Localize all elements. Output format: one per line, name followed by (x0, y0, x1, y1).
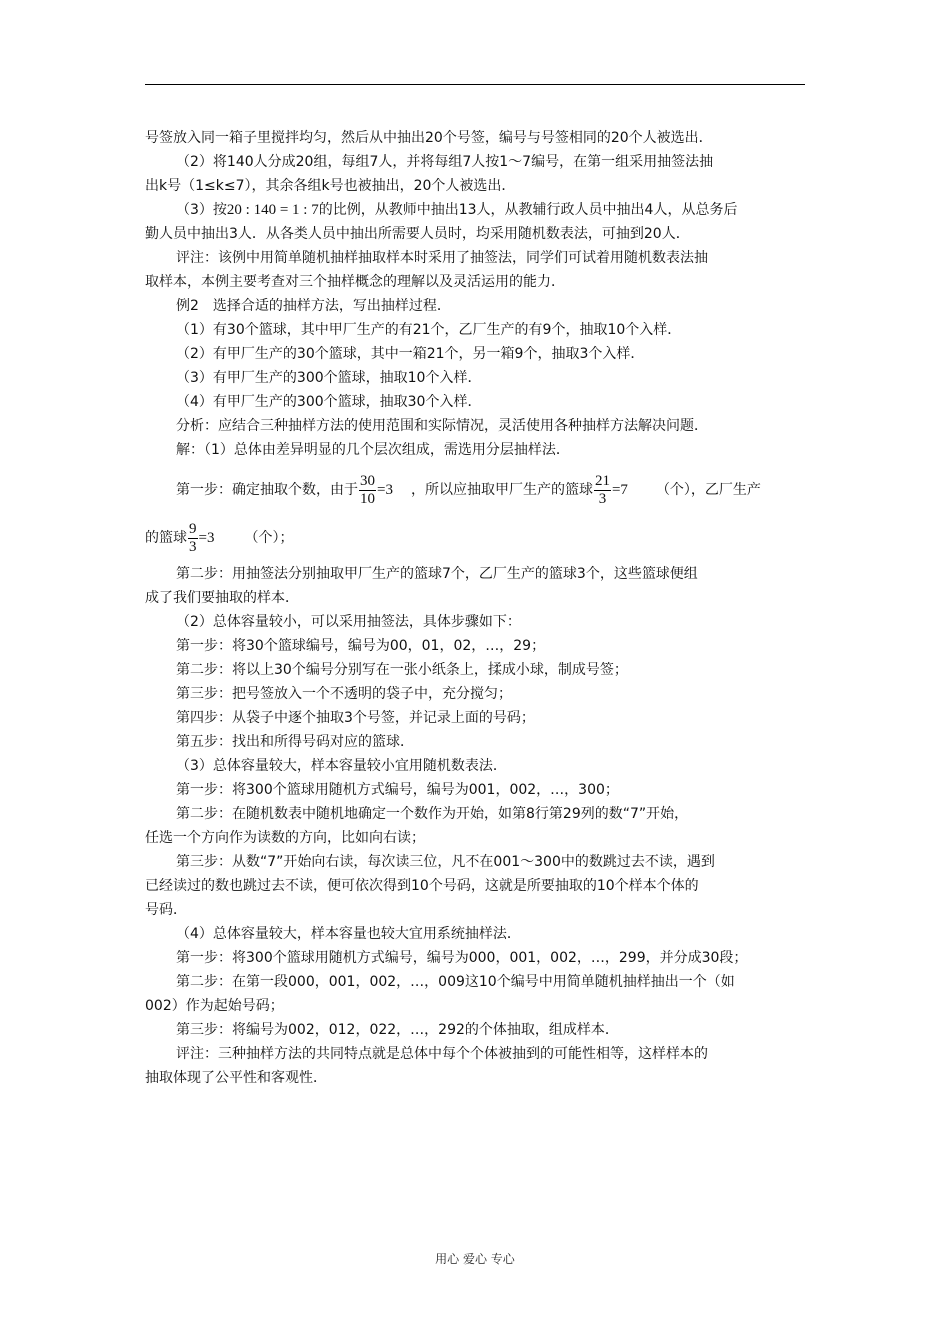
paragraph-line: 成了我们要抽取的样本． (145, 590, 299, 606)
paragraph-line: 出k号（1≤k≤7），其余各组k号也被抽出，20个人被选出． (145, 178, 516, 194)
paragraph-line: 任选一个方向作为读数的方向，比如向右读； (145, 830, 425, 846)
paragraph-line: （3）总体容量较大，样本容量较小宜用随机数表法． (176, 758, 507, 774)
paragraph-line: （3）有甲厂生产的300个篮球，抽取10个入样． (176, 370, 482, 386)
fraction-result: =7 (611, 482, 628, 498)
paragraph-line: 解：（1）总体由差异明显的几个层次组成，需选用分层抽样法． (176, 442, 570, 458)
text-segment: 第一步：确定抽取个数，由于 (176, 482, 358, 498)
numerator: 30 (360, 472, 375, 489)
paragraph-line (145, 462, 807, 518)
paragraph-line: 第三步：从数“7”开始向右读，每次读三位，凡不在001～300中的数跳过去不读，遇到 (176, 854, 715, 870)
fraction (188, 521, 198, 556)
text-segment: ，所以应抽取甲厂生产的篮球 (410, 482, 593, 498)
paragraph-line: 第五步：找出和所得号码对应的篮球． (176, 734, 414, 750)
header-rule (145, 84, 805, 85)
paragraph-line: 分析：应结合三种抽样方法的使用范围和实际情况，灵活使用各种抽样方法解决问题． (176, 418, 708, 434)
paragraph-line: 号码． (145, 902, 187, 918)
text-segment: 的篮球 (145, 530, 187, 546)
paragraph-line: （4）有甲厂生产的300个篮球，抽取30个入样． (176, 394, 482, 410)
paragraph-line: 取样本，本例主要考查对三个抽样概念的理解以及灵活运用的能力． (145, 274, 565, 290)
denominator: 3 (594, 490, 611, 508)
paragraph-line: 抽取体现了公平性和客观性． (145, 1070, 327, 1086)
paragraph-line (145, 518, 807, 562)
fraction (359, 473, 376, 508)
paragraph-line: 评注：该例中用简单随机抽样抽取样本时采用了抽签法，同学们可试着用随机数表法抽 (176, 250, 708, 266)
denominator: 3 (189, 538, 197, 555)
fraction (594, 473, 611, 508)
paragraph-line: 第二步：在随机数表中随机地确定一个数作为开始，如第8行第29列的数“7”开始， (176, 806, 689, 822)
paragraph-line: 评注：三种抽样方法的共同特点就是总体中每个个体被抽到的可能性相等，这样样本的 (176, 1046, 708, 1062)
paragraph-line: （2）有甲厂生产的30个篮球，其中一箱21个，另一箱9个，抽取3个入样． (176, 346, 645, 362)
paragraph-line: 第四步：从袋子中逐个抽取3个号签，并记录上面的号码； (176, 710, 535, 726)
numerator: 21 (594, 472, 610, 489)
text-segment: （个），乙厂生产 (655, 482, 761, 498)
text-segment: 的比例，从教师中抽出13人，从教辅行政人员中抽出4人，从总务后 (318, 202, 738, 218)
document-body (145, 126, 807, 1090)
text-segment: （3）按 (176, 202, 227, 218)
fraction-result: =3 (377, 482, 393, 498)
paragraph-line: 第三步：将编号为002，012，022，…，292的个体抽取，组成样本． (176, 1022, 619, 1038)
paragraph-line: 002）作为起始号码； (145, 998, 284, 1014)
paragraph-line: 第三步：把号签放入一个不透明的袋子中，充分搅匀； (176, 686, 512, 702)
paragraph-line: （2）将140人分成20组，每组7人，并将每组7人按1～7编号，在第一组采用抽签法抽 (176, 154, 714, 170)
paragraph-line (145, 198, 807, 222)
paragraph-line: 第一步：将30个篮球编号，编号为00，01，02，…，29； (176, 638, 546, 654)
paragraph-line: 勤人员中抽出3人．从各类人员中抽出所需要人员时，均采用随机数表法，可抽到20人． (145, 226, 690, 242)
fraction-result: =3 (198, 530, 215, 546)
paragraph-line: 已经读过的数也跳过去不读，便可依次得到10个号码，这就是所要抽取的10个样本个体的 (145, 878, 699, 894)
paragraph-line: 第二步：将以上30个编号分别写在一张小纸条上，揉成小球，制成号签； (176, 662, 628, 678)
numerator: 9 (189, 520, 197, 537)
text-segment: （个）； (244, 530, 294, 546)
paragraph-line: （4）总体容量较大，样本容量也较大宜用系统抽样法． (176, 926, 521, 942)
denominator: 10 (360, 490, 375, 507)
paragraph-line: 第二步：用抽签法分别抽取甲厂生产的篮球7个，乙厂生产的篮球3个，这些篮球便组 (176, 566, 698, 582)
paragraph-line: 第一步：将300个篮球用随机方式编号，编号为000，001，002，…，299，并分成30段； (176, 950, 748, 966)
paragraph-line: 第一步：将300个篮球用随机方式编号，编号为001，002，…，300； (176, 782, 619, 798)
paragraph-line: 号签放入同一箱子里搅拌均匀，然后从中抽出20个号签，编号与号签相同的20个人被选出． (145, 130, 713, 146)
paragraph-line: （1）有30个篮球，其中甲厂生产的有21个，乙厂生产的有9个，抽取10个入样． (176, 322, 682, 338)
ratio-formula: 20 : 140 = 1 : 7 (226, 202, 319, 218)
page-footer: 用心 爱心 专心 (435, 1252, 515, 1266)
example-heading: 例2 选择合适的抽样方法，写出抽样过程． (176, 298, 451, 314)
paragraph-line: 第二步：在第一段000，001，002，…，009这10个编号中用简单随机抽样抽出一个（如 (176, 974, 735, 990)
paragraph-line: （2）总体容量较小，可以采用抽签法，具体步骤如下： (176, 614, 521, 630)
